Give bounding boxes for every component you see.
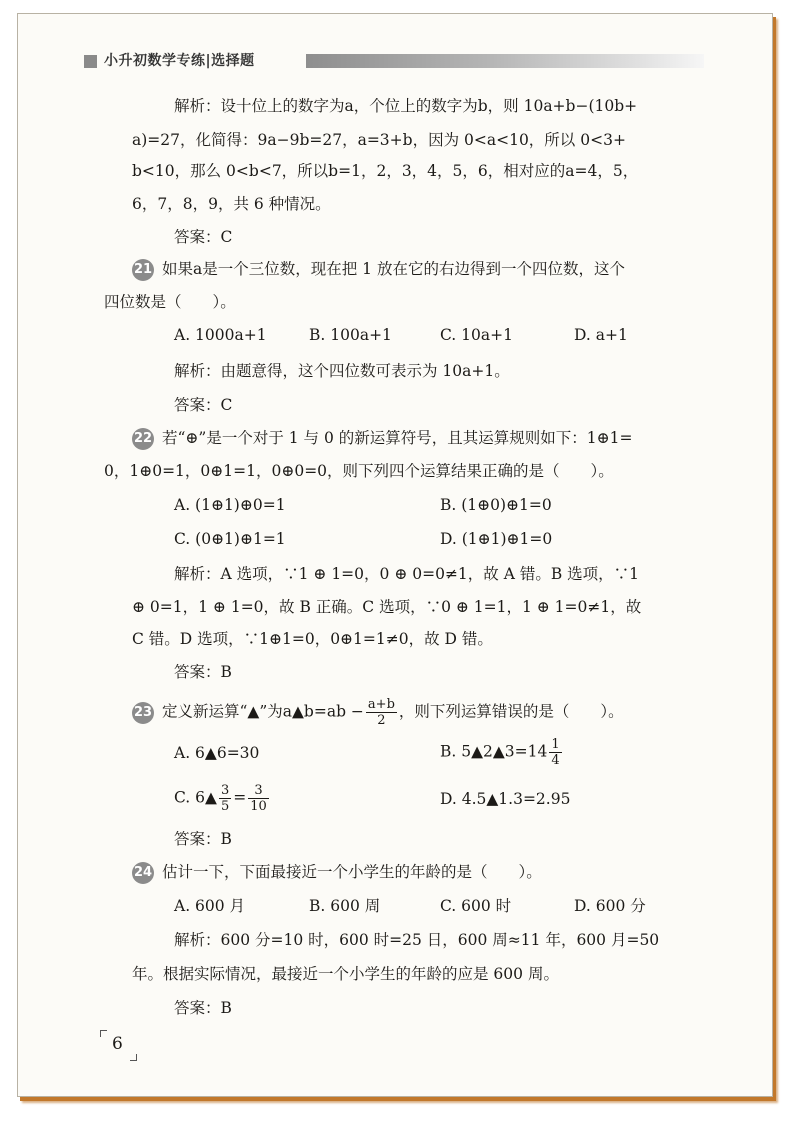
prev-solution-line: 解析：设十位上的数字为a，个位上的数字为b，则 10a+b−(10b+ bbox=[174, 97, 638, 115]
fraction-denominator: 4 bbox=[551, 753, 560, 768]
question-stem: ，则下列运算错误的是（ ）。 bbox=[398, 702, 624, 721]
question-stem: 如果a是一个三位数，现在把 1 放在它的右边得到一个四位数，这个 bbox=[162, 260, 625, 278]
solution-line: C 错。D 选项，∵1⊕1=0，0⊕1=1≠0，故 D 错。 bbox=[132, 630, 493, 648]
option-c: C. (0⊕1)⊕1=1 bbox=[174, 530, 286, 548]
prev-solution-line: a)=27，化简得：9a−9b=27，a=3+b，因为 0<a<10，所以 0<3+ bbox=[132, 131, 626, 149]
option-c bbox=[174, 783, 271, 814]
question-number-badge: 23 bbox=[132, 702, 154, 724]
option-b bbox=[440, 737, 564, 768]
header-title: 小升初数学专练|选择题 bbox=[104, 53, 255, 69]
question-22 bbox=[132, 427, 632, 450]
option-d: D. 4.5▲1.3=2.95 bbox=[440, 790, 571, 808]
fraction-numerator: a+b bbox=[367, 697, 395, 712]
solution-line: 年。根据实际情况，最接近一个小学生的年龄的应是 600 周。 bbox=[132, 965, 559, 983]
fraction bbox=[549, 737, 561, 768]
solution: 解析：由题意得，这个四位数可表示为 10a+1。 bbox=[174, 362, 510, 380]
fraction-numerator: 1 bbox=[551, 737, 560, 752]
fraction bbox=[366, 697, 397, 728]
option-d: D. (1⊕1)⊕1=0 bbox=[440, 530, 553, 548]
question-stem: 估计一下，下面最接近一个小学生的年龄的是（ ）。 bbox=[162, 863, 542, 881]
fraction-denominator: 10 bbox=[250, 799, 267, 814]
question-stem: 若“⊕”是一个对于 1 与 0 的新运算符号，且其运算规则如下：1⊕1= bbox=[162, 429, 633, 447]
question-stem: 定义新运算“▲”为a▲b=ab − bbox=[162, 702, 364, 721]
answer: 答案：B bbox=[174, 663, 232, 681]
option-b: B. 100a+1 bbox=[309, 326, 392, 344]
solution-line: ⊕ 0=1，1 ⊕ 1=0，故 B 正确。C 选项，∵0 ⊕ 1=1，1 ⊕ 1=0≠1，故 bbox=[132, 598, 642, 616]
page-number: 6 bbox=[112, 1034, 123, 1054]
fraction-denominator: 2 bbox=[377, 713, 386, 728]
page-number-corner bbox=[130, 1054, 137, 1061]
solution-line: 解析：A 选项，∵1 ⊕ 1=0，0 ⊕ 0=0≠1，故 A 错。B 选项，∵1 bbox=[174, 565, 640, 583]
fraction bbox=[219, 783, 231, 814]
prev-answer: 答案：C bbox=[174, 228, 233, 246]
option-c: C. 600 时 bbox=[440, 897, 512, 915]
answer: 答案：C bbox=[174, 396, 233, 414]
question-number-badge: 24 bbox=[132, 862, 154, 884]
option-a: A. (1⊕1)⊕0=1 bbox=[174, 496, 286, 514]
equals-sign: = bbox=[233, 788, 247, 807]
option-b: B. 600 周 bbox=[309, 897, 381, 915]
prev-solution-line: b<10，那么 0<b<7，所以b=1，2，3，4，5，6，相对应的a=4，5， bbox=[132, 162, 639, 180]
page-number-corner bbox=[100, 1030, 107, 1037]
prev-solution-line: 6，7，8，9，共 6 种情况。 bbox=[132, 195, 331, 213]
option-a: A. 600 月 bbox=[174, 897, 246, 915]
question-23 bbox=[132, 697, 624, 728]
question-21 bbox=[132, 258, 625, 281]
fraction-numerator: 3 bbox=[220, 783, 230, 798]
question-stem: 0，1⊕0=1，0⊕1=1，0⊕0=0，则下列四个运算结果正确的是（ ）。 bbox=[104, 462, 614, 480]
option-d: D. 600 分 bbox=[574, 897, 646, 915]
option-d: D. a+1 bbox=[574, 326, 628, 344]
fraction bbox=[248, 783, 269, 814]
question-24 bbox=[132, 861, 542, 884]
solution-line: 解析：600 分=10 时，600 时=25 日，600 周≈11 年，600 月=50 bbox=[174, 931, 660, 949]
option-c: C. 10a+1 bbox=[440, 326, 513, 344]
option-a: A. 6▲6=30 bbox=[174, 744, 260, 762]
option-text: B. 5▲2▲3=14 bbox=[440, 742, 548, 761]
question-stem: 四位数是（ ）。 bbox=[104, 293, 236, 311]
answer: 答案：B bbox=[174, 830, 232, 848]
option-a: A. 1000a+1 bbox=[174, 326, 267, 344]
fraction-denominator: 5 bbox=[220, 799, 230, 814]
option-b: B. (1⊕0)⊕1=0 bbox=[440, 496, 552, 514]
fraction-numerator: 3 bbox=[248, 783, 269, 799]
answer: 答案：B bbox=[174, 999, 232, 1017]
question-number-badge: 21 bbox=[132, 259, 154, 281]
question-number-badge: 22 bbox=[132, 428, 154, 450]
option-text: C. 6▲ bbox=[174, 788, 217, 807]
